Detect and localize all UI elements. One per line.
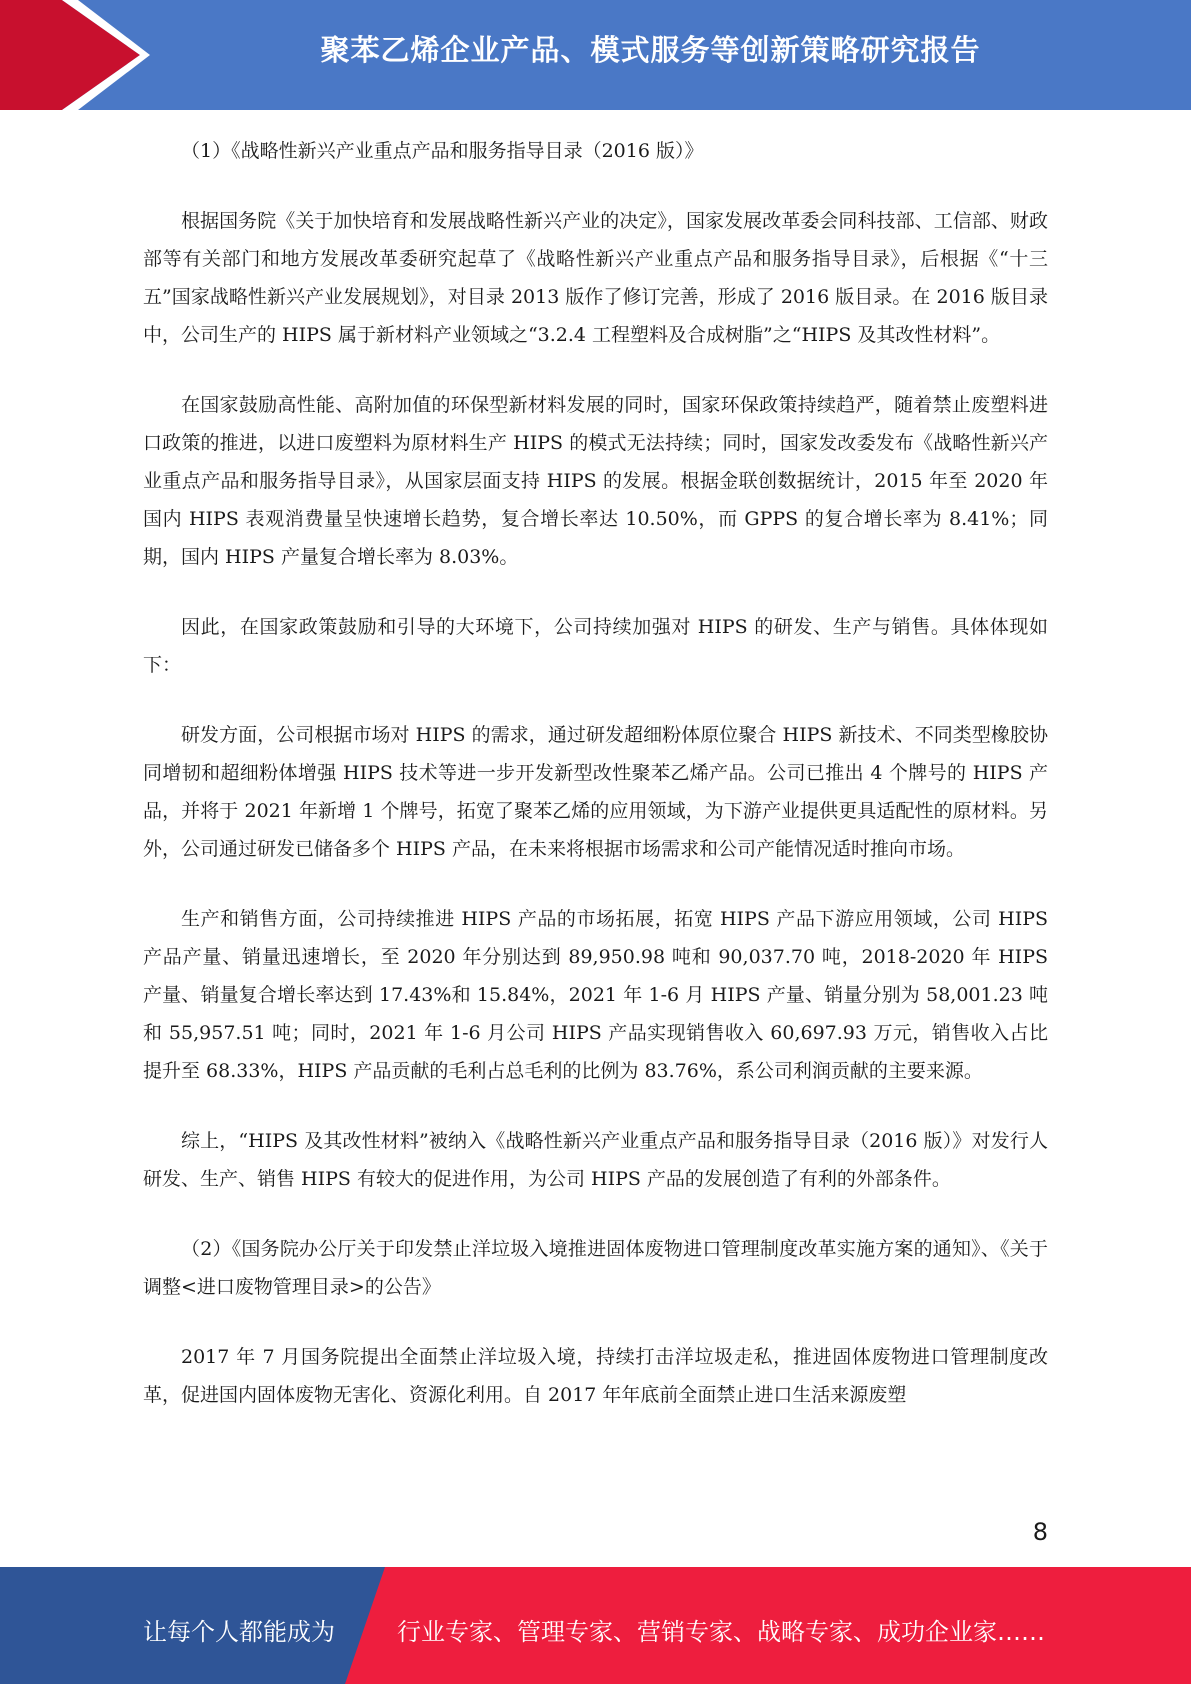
page-number: 8 (1032, 1518, 1048, 1546)
document-body (143, 132, 1048, 1446)
paragraph: 因此，在国家政策鼓励和引导的大环境下，公司持续加强对 HIPS 的研发、生产与销售。具体体现如下： (143, 616, 1048, 676)
paragraph: 在国家鼓励高性能、高附加值的环保型新材料发展的同时，国家环保政策持续趋严，随着禁止废塑料进口政策的推进，以进口废塑料为原材料生产 HIPS 的模式无法持续；同时，国家发改委发布《战略性新兴产业重点产品和服务指导目录》，从国家层面支持 HIPS 的发展。根据金联创数据统计，2015 年至 2020 年国内 HIPS 表观消费量呈快速增长趋势，复合增长率达 10.50%，而 GPPS 的复合增长率为 8.41%；同期，国内 HIPS 产量复合增长率为 8.03%。 (143, 394, 1048, 568)
footer-slogan-left: 让每个人都能成为 (143, 1618, 335, 1646)
paragraph: 综上，“HIPS 及其改性材料”被纳入《战略性新兴产业重点产品和服务指导目录（2016 版）》对发行人研发、生产、销售 HIPS 有较大的促进作用，为公司 HIPS 产品的发展创造了有利的外部条件。 (143, 1130, 1048, 1190)
page-footer (0, 1567, 1191, 1684)
section-heading-2: （2）《国务院办公厅关于印发禁止洋垃圾入境推进固体废物进口管理制度改革实施方案的通知》、《关于调整<进口废物管理目录>的公告》 (143, 1238, 1048, 1298)
paragraph: 2017 年 7 月国务院提出全面禁止洋垃圾入境，持续打击洋垃圾走私，推进固体废物进口管理制度改革，促进国内固体废物无害化、资源化利用。自 2017 年年底前全面禁止进口生活来源废塑 (143, 1346, 1048, 1406)
report-title: 聚苯乙烯企业产品、模式服务等创新策略研究报告 (320, 33, 981, 67)
paragraph: 研发方面，公司根据市场对 HIPS 的需求，通过研发超细粉体原位聚合 HIPS 新技术、不同类型橡胶协同增韧和超细粉体增强 HIPS 技术等进一步开发新型改性聚苯乙烯产品。公司已推出 4 个牌号的 HIPS 产品，并将于 2021 年新增 1 个牌号，拓宽了聚苯乙烯的应用领域，为下游产业提供更具适配性的原材料。另外，公司通过研发已储备多个 HIPS 产品，在未来将根据市场需求和公司产能情况适时推向市场。 (143, 724, 1048, 860)
footer-slogan-right: 行业专家、管理专家、营销专家、战略专家、成功企业家…… (397, 1618, 1045, 1646)
section-heading-1: （1）《战略性新兴产业重点产品和服务指导目录（2016 版）》 (181, 140, 704, 162)
paragraph: 生产和销售方面，公司持续推进 HIPS 产品的市场拓展，拓宽 HIPS 产品下游应用领域，公司 HIPS 产品产量、销量迅速增长，至 2020 年分别达到 89,950.98 吨和 90,037.70 吨，2018-2020 年 HIPS 产量、销量复合增长率达到 17.43%和 15.84%，2021 年 1-6 月 HIPS 产量、销量分别为 58,001.23 吨和 55,957.51 吨；同时，2021 年 1-6 月公司 HIPS 产品实现销售收入 60,697.93 万元，销售收入占比提升至 68.33%，HIPS 产品贡献的毛利占总毛利的比例为 83.76%，系公司利润贡献的主要来源。 (143, 908, 1048, 1082)
page-header (0, 0, 1191, 110)
paragraph: 根据国务院《关于加快培育和发展战略性新兴产业的决定》，国家发展改革委会同科技部、工信部、财政部等有关部门和地方发展改革委研究起草了《战略性新兴产业重点产品和服务指导目录》，后根据《“十三五”国家战略性新兴产业发展规划》，对目录 2013 版作了修订完善，形成了 2016 版目录。在 2016 版目录中，公司生产的 HIPS 属于新材料产业领域之“3.2.4 工程塑料及合成树脂”之“HIPS 及其改性材料”。 (143, 210, 1048, 346)
